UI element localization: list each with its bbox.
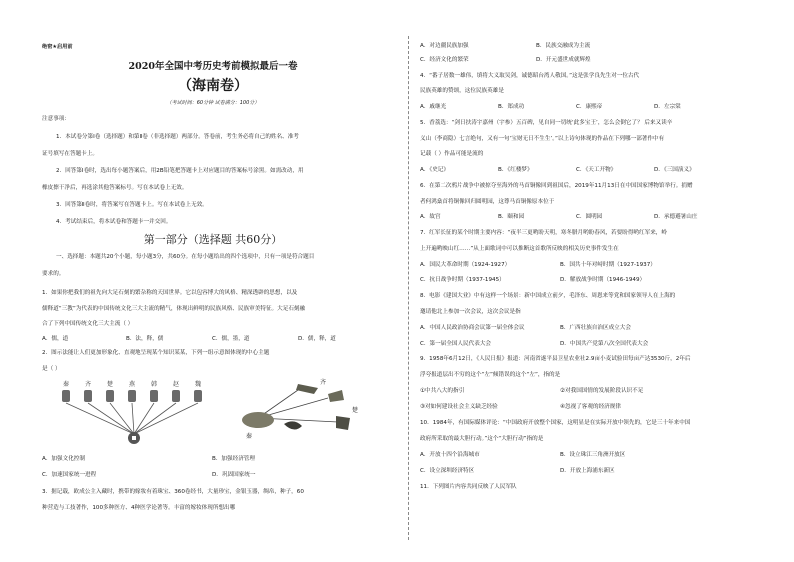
state-label: 楚: [106, 381, 114, 388]
question-7-text: 7．红军长征的某个时期主要内容：“夜半三更哟盼天明，寒冬腊月哟盼春风，若要盼得哟红军来，岭: [420, 230, 667, 236]
coin-diagram: [52, 376, 222, 446]
option-d[interactable]: D．开放上海浦东新区: [560, 468, 615, 474]
question-7-options: [420, 262, 656, 269]
option-c[interactable]: C．经济文化的繁荣: [420, 57, 469, 63]
option-c[interactable]: C．《天工开物》: [576, 167, 617, 173]
knife-coin-icon: [296, 384, 318, 394]
notice-item: 1．本试卷分第Ⅰ卷（选择题）和第Ⅱ卷（非选择题）两部分。答卷前，考生务必将自己的姓名、准考: [56, 134, 299, 140]
option-b[interactable]: B．广西壮族自治区成立大会: [560, 325, 631, 331]
question-2-options: [42, 456, 255, 463]
figure-label: 秦: [246, 433, 253, 440]
section-intro: 一、选择题：本题共20个小题，每小题3分，共60分。在每小题给出的四个选项中，只有一项是符合题目: [56, 254, 315, 260]
figure-label: 楚: [352, 407, 359, 414]
question-10-text: 10．1984年，有国际媒体评论：“中国政府开放整个国家，这明显是在实际开放中领先的，它是三十年来中国: [420, 420, 691, 426]
option-a[interactable]: A．中国人民政治协商会议第一届全体会议: [420, 325, 525, 331]
ant-nose-coin-icon: [336, 416, 350, 430]
option-d[interactable]: D．巩固国家统一: [212, 472, 256, 478]
question-9-options: [420, 388, 643, 395]
question-6-options: [420, 214, 697, 221]
question-8-options: [420, 341, 648, 348]
question-9-text: 9．1958年6月12日，《人民日报》报道：河南省遂平县卫星农业社2.9亩小麦试验田每亩产达3530斤，2年后: [420, 356, 691, 362]
question-7-options: [420, 277, 645, 284]
exam-meta: （考试时间：60分钟 试卷满分：100分）: [166, 100, 260, 106]
option-d[interactable]: D．中国共产党第八次全国代表大会: [560, 341, 649, 347]
question-10-options: [420, 452, 625, 459]
question-4-text: 4．“番子居数一雄伟，填将大义取吴剑，诚德昭台湾人敬国。”这是张学良先生对一位古代: [420, 73, 640, 79]
notice-item: 4．考试结束后，将本试卷和答题卡一并交回。: [56, 219, 172, 225]
question-5-text: 记载（ ）作品可能是流的: [420, 151, 484, 157]
option-b[interactable]: B．民族交融成为主流: [536, 43, 591, 49]
state-label: 韩: [150, 381, 158, 388]
coin-icon: [84, 390, 92, 402]
state-label: 燕: [128, 381, 136, 388]
question-3-text: 3．据记载，欧成公主入藏时，携带的嫁妆有着珠宝、360卷经书，大量珍宝，金银玉器，绸帛，种子，60: [42, 489, 304, 495]
exam-region: （海南卷）: [178, 78, 248, 94]
bronze-coin-icon: [284, 421, 302, 429]
option-d[interactable]: D．儒，释，道: [298, 336, 336, 342]
question-7-text: 上开遍哟映山红……”从上面歌词中可以推断这首歌所反映的相关历史事件发生在: [420, 246, 619, 252]
notice-heading: 注意事项：: [42, 116, 70, 122]
notice-item: 3．回答第Ⅱ卷时，将答案写在答题卡上。写在本试卷上无效。: [56, 202, 208, 208]
question-5-text: 义山（李商隐）七言绝句，又有一句‘宝财无日不生生’。”以上诗句体现的作品在下列哪一部著作中有: [420, 136, 665, 142]
coin-icon: [128, 390, 136, 402]
question-1-text: 1．如果你把我们的祖先向大足石刻的繁杂称的天国世界。它以包容博大的风格、精深透辟的思想，以及: [42, 290, 298, 296]
option-b[interactable]: B．《红楼梦》: [498, 167, 533, 173]
option-a[interactable]: A．儒，道: [42, 336, 69, 342]
question-3-options: [420, 43, 590, 50]
option-a[interactable]: A．加强文化控制: [42, 456, 85, 462]
notice-item: 证号填写在答题卡上。: [42, 151, 98, 157]
question-8-text: 邀请他北上参加一次会议，这次会议是指: [420, 309, 521, 315]
question-5-options: [420, 167, 695, 174]
coin-icon: [62, 390, 70, 402]
question-6-text: 者何鸿燊首将铜像回归圆明园，这尊马首铜像原本位于: [420, 199, 555, 205]
option-b[interactable]: B．颐和园: [498, 214, 525, 220]
option-c[interactable]: C．第一届全国人民代表大会: [420, 341, 492, 347]
secret-mark: 绝密★启用前: [42, 44, 73, 50]
question-4-options: [420, 104, 681, 111]
question-1-text: 合了下列中国传统文化三大主流（ ）: [42, 321, 134, 327]
statement-4[interactable]: ④忽视了客观的经济规律: [560, 404, 621, 410]
option-c[interactable]: C．儒，墨，道: [212, 336, 250, 342]
option-b[interactable]: B．法，释，儒: [126, 336, 164, 342]
option-a[interactable]: A．戚继光: [420, 104, 447, 110]
coin-icon: [194, 390, 202, 402]
option-a[interactable]: A．《史记》: [420, 167, 449, 173]
exam-title: 2020年全国中考历史考前模拟最后一卷: [128, 61, 298, 72]
section-title: 第一部分（选择题 共60分）: [143, 233, 283, 246]
option-a[interactable]: A．故宫: [420, 214, 441, 220]
question-10-text: 政府所采取的最大胆行动。”这个“大胆行动”指的是: [420, 436, 544, 442]
question-8-options: [420, 325, 631, 332]
option-a[interactable]: A．对边疆民族加强: [420, 43, 469, 49]
state-label: 齐: [84, 381, 92, 388]
question-9-text: 浮夸报道层出不穷的这个“左”倾错误的这个“左”，指的是: [420, 372, 561, 378]
option-d[interactable]: D．解放战争时期（1946-1949）: [560, 277, 646, 283]
question-4-text: 民族英雄的赞颂，这位民族英雄是: [420, 88, 504, 94]
knife-coin-figure: [228, 376, 368, 446]
question-6-text: 6．在第二次鸦片战争中被掠夺至海外的马首铜像回到祖国后，2019年11月13日在中国国家博物馆举行。捐赠: [420, 183, 693, 189]
section-intro: 要求的。: [42, 271, 65, 277]
question-2-text: 2．图示法能让人们更加形象化、直观地呈现某个知识某某，下列一组示意图体现的中心主题: [42, 350, 270, 356]
left-column: [42, 0, 384, 562]
option-b[interactable]: B．设立珠江三角洲开放区: [560, 452, 626, 458]
option-d[interactable]: D．左宗棠: [654, 104, 681, 110]
knife-coin-svg: [228, 376, 368, 446]
option-d[interactable]: D．《三国演义》: [654, 167, 695, 173]
statement-3[interactable]: ③对如何建设社会主义缺乏经验: [420, 404, 498, 410]
question-3-options: [420, 57, 591, 64]
coin-icon: [150, 390, 158, 402]
question-5-text: 5．香荔选：“剑日扶涛宇嘉州（宇参）五百碑，见自同一切统‘此多宝王’，怎么会倒它了？ 后来又读辛: [420, 120, 673, 126]
option-c[interactable]: C．设立深圳经济特区: [420, 468, 475, 474]
question-1-text: 儒释道“三教”为代表的中国传统文化三大主流的精气，体现出鲜明的民族风格、民族审美特征。大足石刻融: [42, 306, 306, 312]
statement-2[interactable]: ②对我国国情的发展阶段认识不足: [560, 388, 644, 394]
option-c[interactable]: C．抗日战争时期（1937-1945）: [420, 277, 505, 283]
state-label: 秦: [62, 381, 70, 388]
question-11-text: 11．下列图片内容共同反映了人民军队: [420, 484, 517, 490]
option-b[interactable]: B．国共十年对峙时期（1927-1937）: [560, 262, 656, 268]
option-b[interactable]: B．郑成功: [498, 104, 525, 110]
state-label: 魏: [194, 381, 202, 388]
question-1-options: [42, 336, 336, 343]
question-2-options: [42, 472, 255, 479]
question-8-text: 8．电影《建国大业》中有这样一个场景：新中国成立前夕，毛泽东、周恩来等党和国家领导人在上海的: [420, 293, 676, 299]
question-10-options: [420, 468, 615, 475]
option-c[interactable]: C．加速国家统一进程: [42, 472, 97, 478]
option-c[interactable]: C．圆明园: [576, 214, 603, 220]
figure-label: 齐: [320, 379, 327, 386]
right-column: [420, 0, 758, 562]
option-c[interactable]: C．康熙帝: [576, 104, 603, 110]
option-d[interactable]: D．开元盛世成就辉煌: [536, 57, 591, 63]
coin-cluster-icon: [242, 412, 274, 428]
spade-coin-icon: [328, 390, 344, 402]
notice-item: 橡皮擦干净后，再选涂其他答案标号。写在本试卷上无效。: [42, 185, 188, 191]
coin-diagram-svg: [52, 376, 222, 446]
question-2-text: 是（ ）: [42, 366, 61, 372]
option-a[interactable]: A．开放十四个沿海城市: [420, 452, 480, 458]
question-9-options: [420, 404, 621, 411]
state-label: 赵: [172, 381, 180, 388]
notice-item: 2．回答第Ⅰ卷时，选出每小题答案后，用2B铅笔把答题卡上对应题目的答案标号涂黑。如需改动，用: [56, 168, 304, 174]
statement-1[interactable]: ①中共八大的指引: [420, 388, 465, 394]
coin-icon: [172, 390, 180, 402]
option-a[interactable]: A．国民大革命时期（1924-1927）: [420, 262, 511, 268]
option-b[interactable]: B．加强经济管理: [212, 456, 255, 462]
question-3-text: 种营造与工技著作，100多种医方、4种医学论著等。丰富的嫁妆体现所想出哪: [42, 505, 236, 511]
coin-icon: [106, 390, 114, 402]
option-d[interactable]: D．承德避暑山庄: [654, 214, 698, 220]
column-divider: [408, 36, 409, 540]
